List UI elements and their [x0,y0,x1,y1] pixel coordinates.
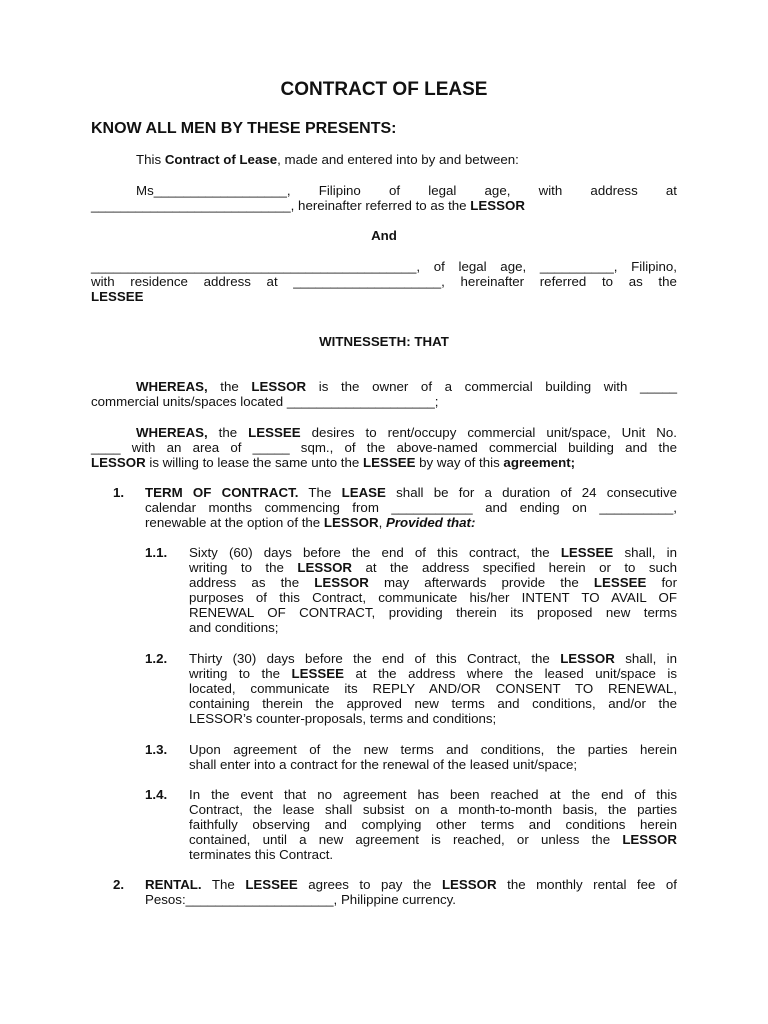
word: with [91,274,115,289]
whereas-1-line-2: commercial units/spaces located ____________________; [91,394,439,409]
lessor-term: LESSOR [323,515,379,530]
subsection-1-1-paragraph [189,545,677,635]
lessee-term: LESSEE [248,425,301,440]
document-subtitle: KNOW ALL MEN BY THESE PRESENTS: [91,120,397,137]
word: address [590,183,638,198]
whereas-keyword: WHEREAS, [136,425,208,440]
word: as [628,274,643,289]
subsection-1-2-paragraph [189,651,677,726]
section-2-number: 2. [113,877,125,892]
word: address [203,274,251,289]
section-2-line-1 [145,877,677,892]
sub-text: Thirty (30) days before the end of this Contract, the [189,651,561,666]
whereas-2-line-2: ____ with an area of _____ sqm., of the above-named commercial building and the [91,440,677,455]
provided-that-text: Provided that: [385,515,476,530]
word: residence [130,274,188,289]
agreement-term: agreement; [503,455,576,470]
section-2-paragraph [145,877,677,907]
sub-1-4-line-1: In the event that no agreement has been reached at the end of this [189,787,677,802]
sub-text: may afterwards provide the [368,575,594,590]
sub-1-1-line-2 [189,560,677,575]
sub-1-1-line-3 [189,575,677,590]
section-1-number: 1. [113,485,125,500]
word: Ms__________________, [136,183,291,198]
sub-text: at the address specified herein or to such [352,560,677,575]
lessee-term: LESSEE [91,289,144,304]
lessor-term: LESSOR [91,455,146,470]
section-heading: TERM OF CONTRACT. [145,485,299,500]
whereas-text: by way of this [415,455,504,470]
word: ____________________, [293,274,445,289]
whereas-1-line-1 [91,379,677,394]
party-lessor-line-1 [136,183,677,198]
sub-1-4-line-3: faithfully observing and complying other terms and conditions herein [189,817,677,832]
sub-1-1-line-6: and conditions; [189,620,279,635]
word: the [658,274,677,289]
whereas-text: the [207,379,252,394]
sub-text: for [646,575,677,590]
lessee-term: LESSEE [363,455,416,470]
subsection-1-4-number: 1.4. [145,787,168,802]
lessee-term: LESSEE [245,877,298,892]
section-text: shall be for a duration of 24 consecutive [385,485,677,500]
intro-text: This [136,152,165,167]
section-text: renewable at the option of the [145,515,324,530]
lessee-term: LESSEE [291,666,344,681]
intro-paragraph [136,152,519,167]
word: hereinafter [460,274,525,289]
section-1-line-1 [145,485,677,500]
word: age, [484,183,511,198]
lessor-term: LESSOR [470,198,525,213]
sub-1-2-line-4: containing therein the approved new terms and conditions, and/or the [189,696,677,711]
party-lessee-paragraph [91,259,677,304]
party-lessee-line-1: ____________________________________________, of legal age, __________, Filipino, [91,259,677,274]
lessor-term: LESSOR [441,877,497,892]
whereas-keyword: WHEREAS, [136,379,208,394]
sub-1-2-line-3: located, communicate its REPLY AND/OR CONSENT TO RENEWAL, [189,681,677,696]
whereas-paragraph-1 [91,379,677,409]
witnesseth-heading: WITNESSETH: THAT [319,334,449,349]
word: to [601,274,614,289]
section-1-line-3 [145,515,677,530]
sub-1-4-line-2: Contract, the lease shall subsist on a month-to-month basis, the parties [189,802,677,817]
section-text: The [298,485,342,500]
sub-text: writing to the [189,560,298,575]
intro-text-end: , made and entered into by and between: [277,152,519,167]
word: of [389,183,401,198]
sub-1-4-line-4 [189,832,677,847]
section-text: the monthly rental fee of [496,877,677,892]
section-text: agrees to pay the [297,877,442,892]
sub-1-2-line-2 [189,666,677,681]
lessor-term: LESSOR [622,832,677,847]
whereas-paragraph-2 [91,425,677,470]
whereas-2-line-1 [91,425,677,440]
section-2-line-2: Pesos:____________________, Philippine currency. [145,892,456,907]
section-text: The [201,877,246,892]
sub-1-4-line-5: terminates this Contract. [189,847,334,862]
sub-text: contained, until a new agreement is reached, or unless the [189,832,623,847]
lessor-term: LESSOR [560,651,615,666]
lessor-term: LESSOR [297,560,353,575]
word: legal [428,183,457,198]
document-title: CONTRACT OF LEASE [280,79,488,100]
section-text: , [378,515,386,530]
section-1-paragraph [145,485,677,530]
section-heading: RENTAL. [145,877,202,892]
sub-text: shall, in [614,651,677,666]
sub-text: address as the [189,575,315,590]
party-lessor-paragraph [136,183,677,198]
sub-1-3-line-2: shall enter into a contract for the renewal of the leased unit/space; [189,757,578,772]
section-1-line-2: calendar months commencing from ___________ and ending on __________, [145,500,677,515]
subsection-1-1-number: 1.1. [145,545,168,560]
lessor-term: LESSOR [251,379,307,394]
word: Filipino [318,183,361,198]
party-lessee-line-2 [91,274,677,289]
intro-bold-text: Contract of Lease [164,152,278,167]
word: with [538,183,563,198]
party-lessor-text: ___________________________, hereinafter referred to as the [91,198,471,213]
sub-text: writing to the [189,666,292,681]
subsection-1-3-paragraph [189,742,677,772]
sub-text: at the address where the leased unit/space is [343,666,677,681]
whereas-text: is the owner of a commercial building with _____ [306,379,678,394]
lessor-term: LESSOR [314,575,369,590]
subsection-1-3-number: 1.3. [145,742,168,757]
whereas-2-line-3 [91,455,677,470]
lessee-term: LESSEE [560,545,614,560]
sub-text: shall, in [613,545,677,560]
sub-text: Sixty (60) days before the end of this contract, the [189,545,561,560]
word: at [665,183,677,198]
subsection-1-2-number: 1.2. [145,651,168,666]
whereas-text: is willing to lease the same unto the [145,455,363,470]
party-lessor-line-2 [91,198,525,213]
sub-1-1-line-5: RENEWAL OF CONTRACT, providing therein its proposed new terms [189,605,677,620]
lessee-term: LESSEE [593,575,647,590]
sub-1-2-line-1 [189,651,677,666]
sub-1-2-line-5: LESSOR’s counter-proposals, terms and conditions; [189,711,497,726]
sub-1-3-line-1: Upon agreement of the new terms and conditions, the parties herein [189,742,677,757]
subsection-1-4-paragraph [189,787,677,862]
sub-1-1-line-4: purposes of this Contract, communicate his/her INTENT TO AVAIL OF [189,590,677,605]
word: at [266,274,278,289]
lease-term: LEASE [341,485,386,500]
and-label: And [371,228,397,243]
whereas-text: the [207,425,249,440]
word: referred [539,274,587,289]
sub-1-1-line-1 [189,545,677,560]
whereas-text: desires to rent/occupy commercial unit/space, Unit No. [300,425,677,440]
